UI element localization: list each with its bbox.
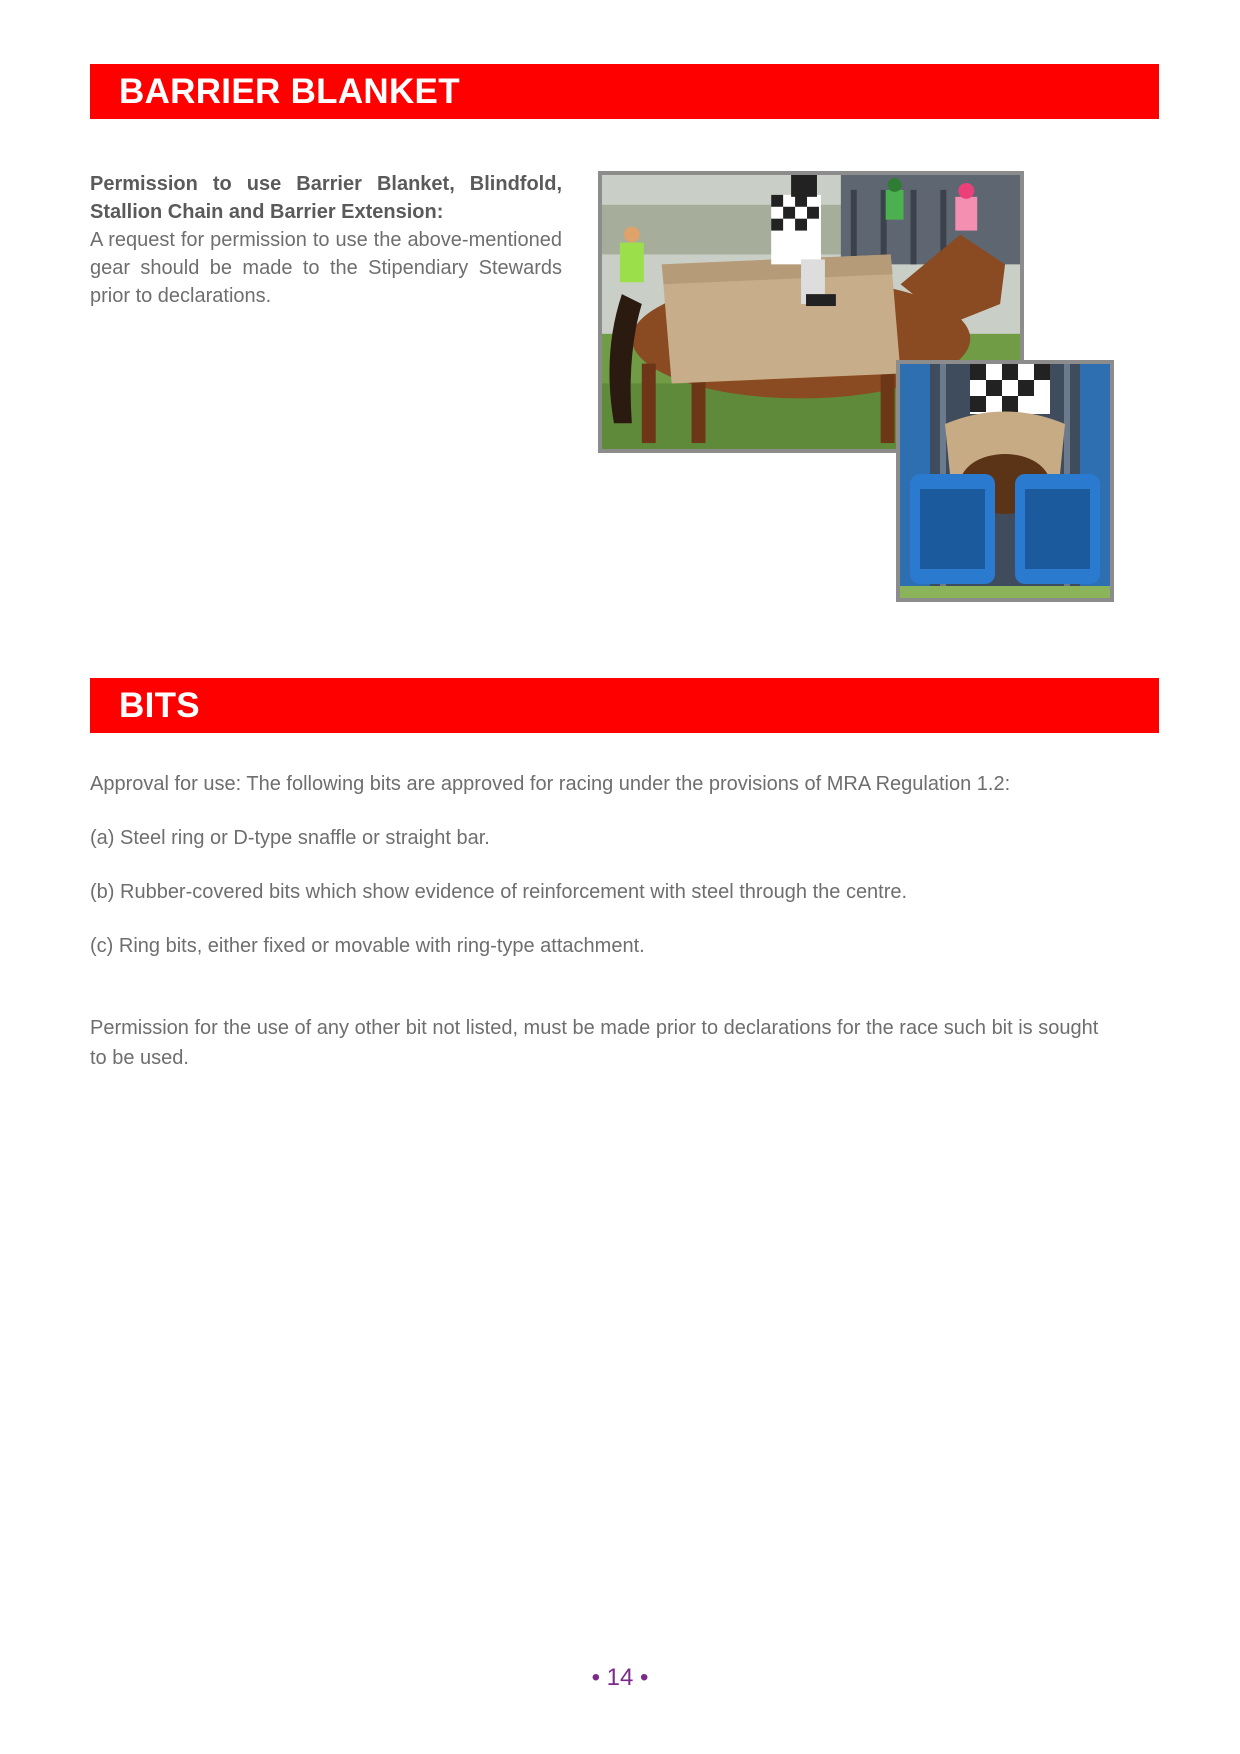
section-title: BITS [119, 686, 200, 725]
section-header-bits [90, 678, 1159, 733]
bits-permission-text: Permission for the use of any other bit not listed, must be made prior to declarations for the race such bit is sought to be used. [90, 1017, 1099, 1069]
barrier-blanket-text [90, 170, 562, 310]
bits-item-b: (b) Rubber-covered bits which show evidence of reinforcement with steel through the centre. [90, 881, 908, 903]
permission-heading: Permission to use Barrier Blanket, Blindfold, Stallion Chain and Barrier Extension: [90, 173, 562, 223]
bits-item-a: (a) Steel ring or D-type snaffle or straight bar. [90, 827, 490, 849]
section-header-barrier-blanket [90, 64, 1159, 119]
horse-in-starting-gate-photo [896, 360, 1114, 602]
bits-approval-text: Approval for use: The following bits are approved for racing under the provisions of MRA Regulation 1.2: [90, 773, 1011, 795]
section-title: BARRIER BLANKET [119, 72, 460, 111]
bits-item-c: (c) Ring bits, either fixed or movable with ring-type attachment. [90, 935, 645, 957]
page-number: • 14 • [591, 1664, 649, 1691]
permission-body: A request for permission to use the above-mentioned gear should be made to the Stipendiary Stewards prior to declarations. [90, 229, 562, 307]
starting-gate-illustration [900, 364, 1110, 598]
